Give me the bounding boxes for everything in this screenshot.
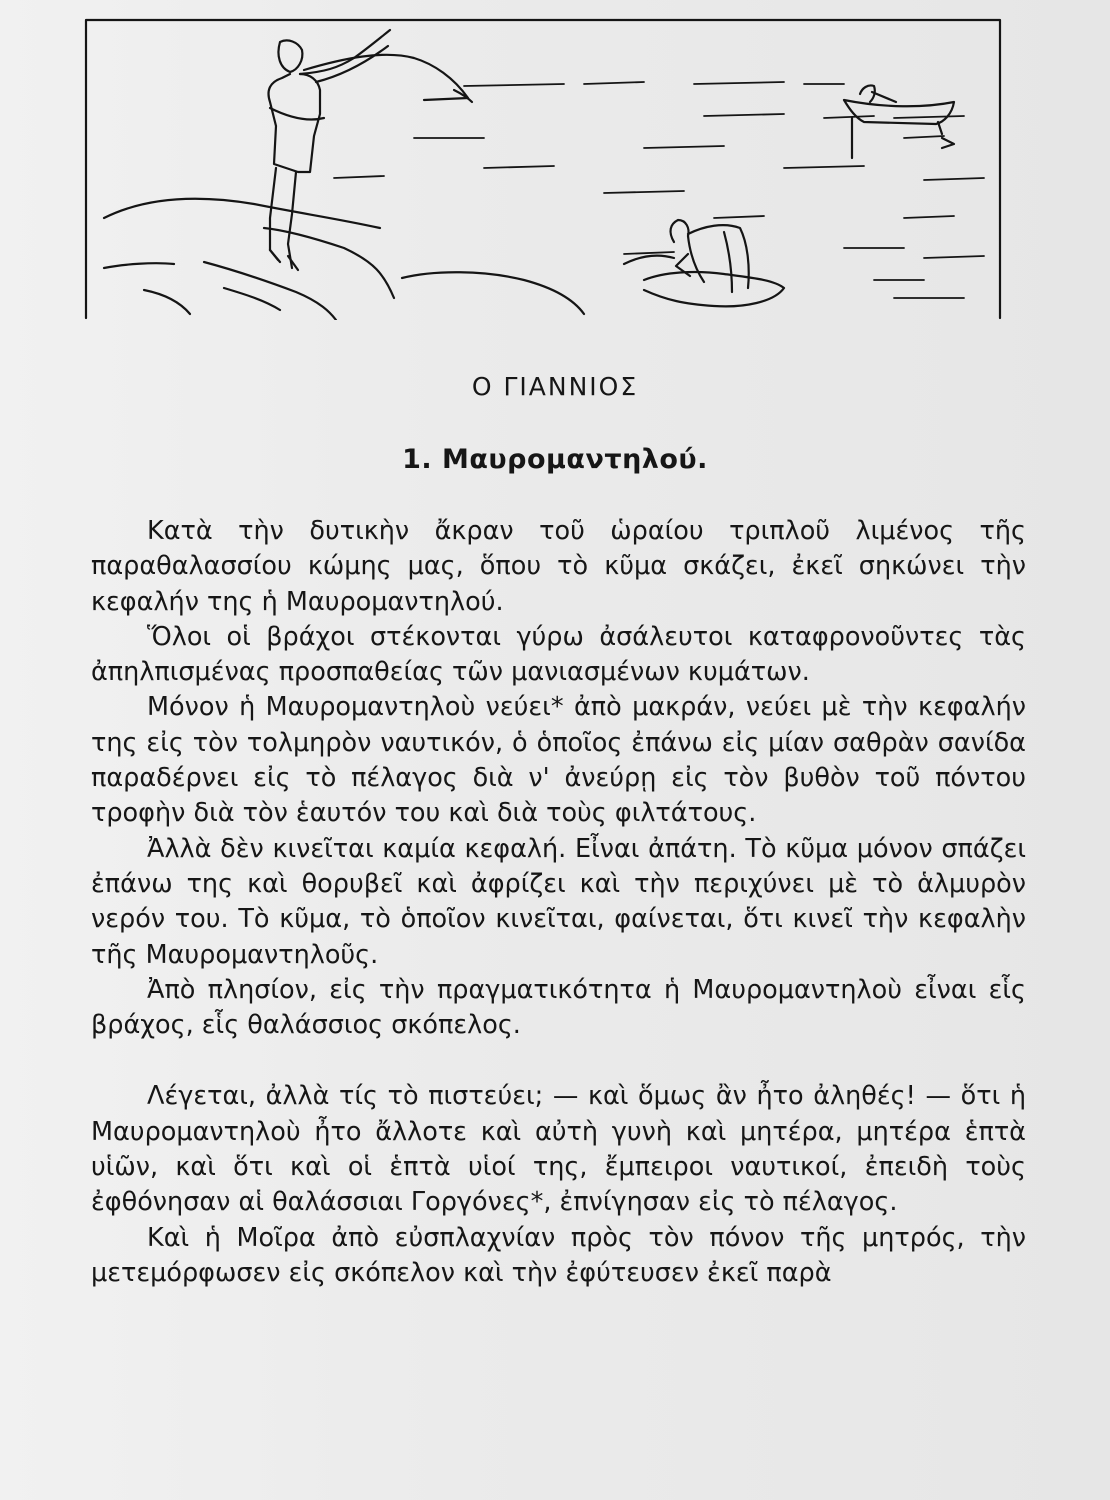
book-title: Ο ΓΙΑΝΝΙΟΣ (471, 372, 639, 401)
body-text (91, 514, 1026, 1291)
shore-rocks (104, 199, 584, 320)
sea-strokes (334, 82, 984, 298)
chapter-illustration (84, 18, 1004, 320)
boy-figure (269, 30, 391, 270)
paragraph: Λέγεται, ἀλλὰ τίς τὸ πιστεύει; — καὶ ὅμως ἂν ἦτο ἀληθές! — ὅτι ἡ Μαυρομαντηλοὺ ἦτο ἄλλοτε καὶ αὐτὴ γυνὴ καὶ μητέρα, μητέρα ἑπτὰ υἱῶν, καὶ ὅτι καὶ οἱ ἑπτὰ υἱοί της, ἔμπειροι ναυτικοί, ἐπειδὴ τοὺς ἐφθόνησαν αἱ θαλάσσιαι Γοργόνες*, ἐπνίγησαν εἰς τὸ πέλαγος. (91, 1081, 1026, 1218)
paragraph: Ἀλλὰ δὲν κινεῖται καμία κεφαλή. Εἶναι ἀπάτη. Τὸ κῦμα μόνον σπάζει ἐπάνω της καὶ θορυβεῖ καὶ ἀφρίζει καὶ τὴν περιχύνει μὲ τὸ ἁλμυρὸν νερόν του. Τὸ κῦμα, τὸ ὁποῖον κινεῖται, φαίνεται, ὅτι κινεῖ τὴν κεφαλὴν τῆς Μαυρομαντηλοῦς. (91, 833, 1026, 970)
paragraph: Κατὰ τὴν δυτικὴν ἄκραν τοῦ ὡραίου τριπλοῦ λιμένος τῆς παραθαλασσίου κώμης μας, ὅπου τὸ κῦμα σκάζει, ἐκεῖ σηκώνει τὴν κεφαλήν της ἡ Μαυρομαντηλού. (91, 516, 1026, 617)
paragraph: Ὅλοι οἱ βράχοι στέκονται γύρω ἀσάλευτοι καταφρονοῦντες τὰς ἀπηλπισμένας προσπαθείας τῶν μανιασμένων κυμάτων. (91, 621, 1026, 688)
rowing-boat (844, 85, 954, 158)
paragraph: Καὶ ἡ Μοῖρα ἀπὸ εὐσπλαχνίαν πρὸς τὸν πόνον τῆς μητρός, τὴν μετεμόρφωσεν εἰς σκόπελον καὶ τὴν ἐφύτευσεν ἐκεῖ παρὰ (91, 1222, 1026, 1288)
crouching-figure (624, 220, 784, 306)
paragraph: Μόνον ἡ Μαυρομαντηλοὺ νεύει* ἀπὸ μακράν, νεύει μὲ τὴν κεφαλήν της εἰς τὸν τολμηρὸν ναυτικόν, ὁ ὁποῖος ἐπάνω εἰς μίαν σαθρὰν σανίδα παραδέρνει εἰς τὸ πέλαγος διὰ ν' ἀνεύρῃ εἰς τὸν βυθὸν τοῦ πόντου τροφὴν διὰ τὸν ἑαυτόν του καὶ διὰ τοὺς φιλτάτους. (91, 692, 1026, 829)
chapter-title: 1. Μαυρομαντηλού. (402, 444, 708, 475)
illustration-frame (86, 20, 1000, 318)
paragraph: Ἀπὸ πλησίον, εἰς τὴν πραγματικότητα ἡ Μαυρομαντηλοὺ εἶναι εἷς βράχος, εἷς θαλάσσιος σκόπελος. (91, 974, 1026, 1041)
